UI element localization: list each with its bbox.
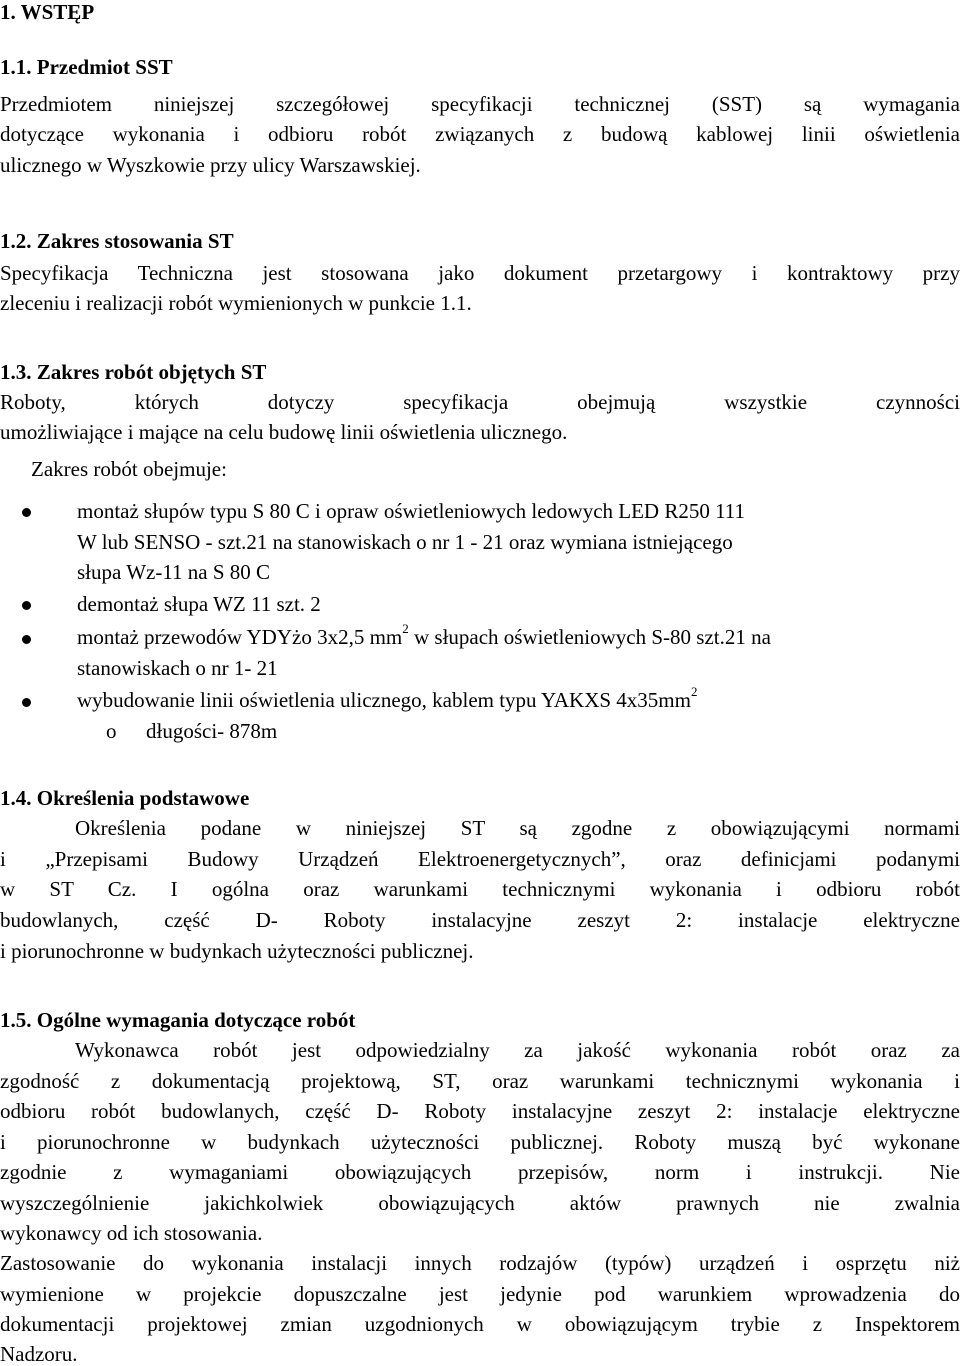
paragraph-line: budowlanych, część D- Roboty instalacyjne zeszyt 2: instalacje elektryczne	[0, 908, 960, 932]
paragraph-line: Nadzoru.	[0, 1342, 78, 1366]
bullet-text: słupa Wz-11 na S 80 C	[77, 560, 271, 584]
subsection-heading-1-3: 1.3. Zakres robót objętych ST	[0, 360, 267, 384]
subsection-heading-1-5: 1.5. Ogólne wymagania dotyczące robót	[0, 1008, 356, 1032]
subsection-heading-1-1: 1.1. Przedmiot SST	[0, 55, 173, 79]
paragraph-line: wymienione w projekcie dopuszczalne jest jedynie pod warunkiem wprowadzenia do	[0, 1282, 960, 1306]
bullet-icon	[22, 601, 31, 610]
paragraph-line: dokumentacji projektowej zmian uzgodnionych w obowiązującym trybie z Inspektorem	[0, 1312, 960, 1336]
paragraph-line: zgodność z dokumentacją projektową, ST, oraz warunkami technicznymi wykonania i	[0, 1069, 960, 1093]
paragraph-line: zleceniu i realizacji robót wymienionych w punkcie 1.1.	[0, 291, 472, 315]
paragraph-line: zgodnie z wymaganiami obowiązujących przepisów, norm i instrukcji. Nie	[0, 1160, 960, 1184]
bullet-icon	[22, 508, 31, 517]
bullet-text: montaż przewodów YDYżo 3x2,5 $mm^2$ w słupach oświetleniowych S-80 szt.21 na	[77, 621, 771, 649]
paragraph-line: Określenia podane w niniejszej ST są zgodne z obowiązującymi normami	[75, 816, 960, 840]
bullet-text: stanowiskach o nr 1- 21	[77, 656, 278, 680]
bullet-icon	[22, 698, 31, 707]
paragraph-line: dotyczące wykonania i odbioru robót związanych z budową kablowej linii oświetlenia	[0, 122, 960, 146]
paragraph-line: Specyfikacja Techniczna jest stosowana jako dokument przetargowy i kontraktowy przy	[0, 261, 960, 285]
paragraph-line: Zastosowanie do wykonania instalacji innych rodzajów (typów) urządzeń i osprzętu niż	[0, 1251, 960, 1275]
paragraph-line: w ST Cz. I ogólna oraz warunkami technicznymi wykonania i odbioru robót	[0, 877, 960, 901]
bullet-text: wybudowanie linii oświetlenia ulicznego, kablem typu YAKXS $4x35mm^2$	[77, 684, 698, 712]
paragraph-line: i piorunochronne w budynkach użyteczności publicznej.	[0, 939, 474, 963]
paragraph-line: Przedmiotem niniejszej szczegółowej specyfikacji technicznej (SST) są wymagania	[0, 92, 960, 116]
bullet-text: montaż słupów typu S 80 C i opraw oświetleniowych ledowych LED R250 111	[77, 499, 746, 523]
bullet-text: demontaż słupa WZ 11 szt. 2	[77, 592, 321, 616]
subsection-heading-1-2: 1.2. Zakres stosowania ST	[0, 229, 234, 253]
bullet-icon	[22, 635, 31, 644]
bullet-text: W lub SENSO - szt.21 na stanowiskach o nr 1 - 21 oraz wymiana istniejącego	[77, 530, 733, 554]
sub-bullet-text: długości- 878m	[146, 719, 278, 743]
paragraph-line: umożliwiające i mające na celu budowę linii oświetlenia ulicznego.	[0, 420, 568, 444]
paragraph-line: wyszczególnienie jakichkolwiek obowiązujących aktów prawnych nie zwalnia	[0, 1191, 960, 1215]
paragraph-line: wykonawcy od ich stosowania.	[0, 1221, 263, 1245]
scope-intro: Zakres robót obejmuje:	[31, 457, 227, 481]
paragraph-line: i „Przepisami Budowy Urządzeń Elektroenergetycznych”, oraz definicjami podanymi	[0, 847, 960, 871]
paragraph-line: i piorunochronne w budynkach użyteczności publicznej. Roboty muszą być wykonane	[0, 1130, 960, 1154]
subsection-heading-1-4: 1.4. Określenia podstawowe	[0, 786, 250, 810]
paragraph-line: Wykonawca robót jest odpowiedzialny za jakość wykonania robót oraz za	[75, 1038, 960, 1062]
paragraph-line: odbioru robót budowlanych, część D- Roboty instalacyjne zeszyt 2: instalacje elektryczne	[0, 1099, 960, 1123]
section-heading: 1. WSTĘP	[0, 0, 95, 24]
paragraph-line: Roboty, których dotyczy specyfikacja obejmują wszystkie czynności	[0, 390, 960, 414]
paragraph-line: ulicznego w Wyszkowie przy ulicy Warszawskiej.	[0, 153, 421, 177]
sub-bullet-marker: o	[106, 719, 117, 743]
